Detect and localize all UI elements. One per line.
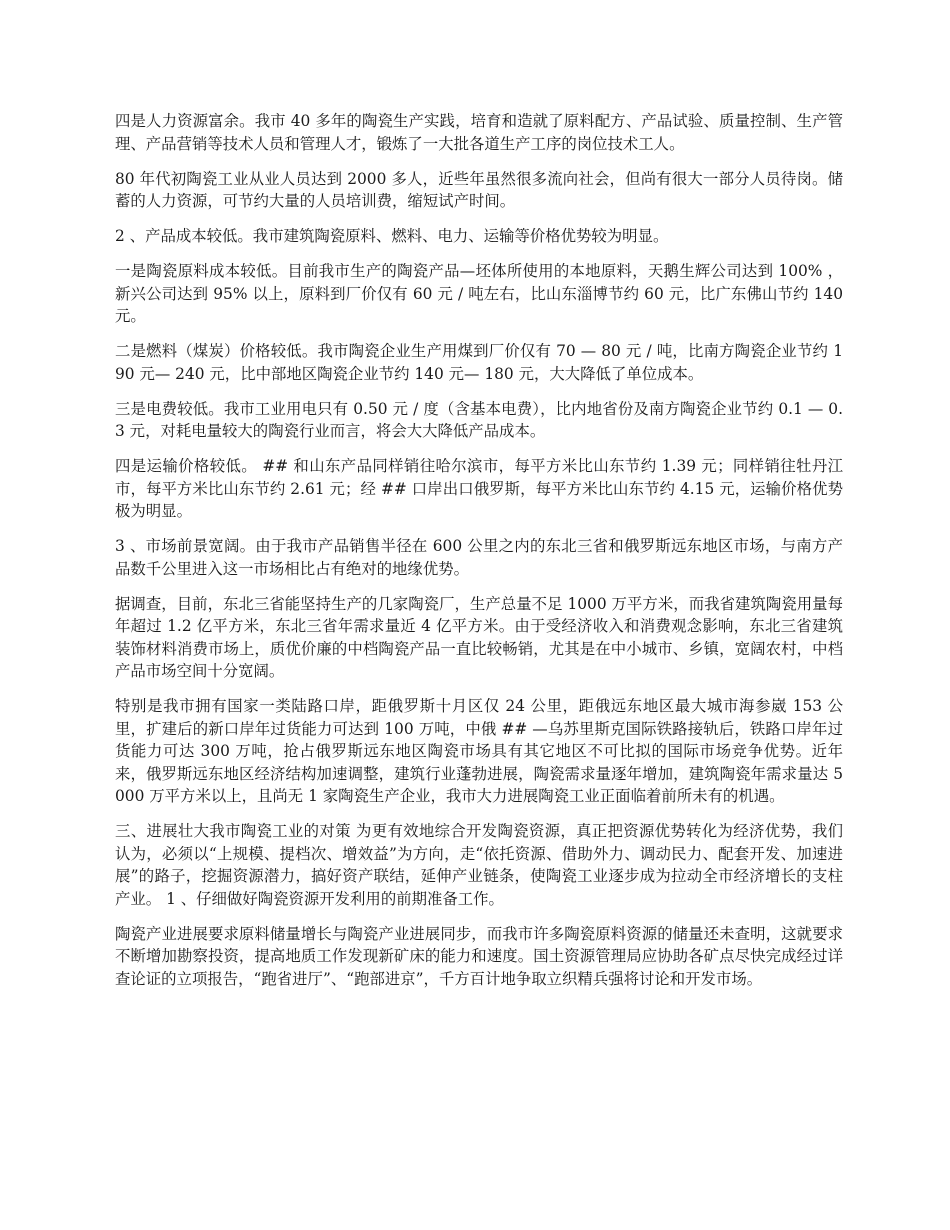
paragraph-market-survey: 据调查，目前，东北三省能坚持生产的几家陶瓷厂，生产总量不足 1000 万平方米，而我省建筑陶瓷用量每年超过 1.2 亿平方米，东北三省年需求量近 4 亿平方米。由于受经济收入和消费观念影响，东北三省建筑装饰材料消费市场上，质优价廉的中档陶瓷产品一直比较畅销，尤其是在中小城市、乡镇，宽阔农村，中档产品市场空间十分宽阔。: [115, 594, 843, 680]
paragraph-port-advantage: 特别是我市拥有国家一类陆路口岸，距俄罗斯十月区仅 24 公里，距俄远东地区最大城市海参崴 153 公里，扩建后的新口岸年过货能力可达到 100 万吨，中俄 ## —乌苏里斯克国际铁路接轨后，铁路口岸年过货能力可达 300 万吨，抢占俄罗斯远东地区陶瓷市场具有其它地区不可比拟的国际市场竞争优势。近年来，俄罗斯远东地区经济结构加速调整，建筑行业蓬勃进展，陶瓷需求量逐年增加，建筑陶瓷年需求量达 5000 万平方米以上，且尚无 1 家陶瓷生产企业，我市大力进展陶瓷工业正面临着前所未有的机遇。: [115, 697, 843, 805]
paragraph-fuel-cost: 二是燃料（煤炭）价格较低。我市陶瓷企业生产用煤到厂价仅有 70 — 80 元 / 吨，比南方陶瓷企业节约 190 元— 240 元，比中部地区陶瓷企业节约 140 元— 180 元，大大降低了单位成本。: [115, 342, 843, 383]
paragraph-countermeasures: 三、进展壮大我市陶瓷工业的对策 为更有效地综合开发陶瓷资源，真正把资源优势转化为经济优势，我们认为，必须以“上规模、提档次、增效益”为方向，走“依托资源、借助外力、调动民力、配套开发、加速进展”的路子，挖掘资源潜力，搞好资产联结，延伸产业链条，使陶瓷工业逐步成为拉动全市经济增长的支柱产业。 1 、仔细做好陶瓷资源开发利用的前期准备工作。: [115, 822, 843, 908]
paragraph-workforce-reserve: 80 年代初陶瓷工业从业人员达到 2000 多人，近些年虽然很多流向社会，但尚有很大一部分人员待岗。储蓄的人力资源，可节约大量的人员培训费，缩短试产时间。: [115, 169, 843, 210]
paragraph-transport-cost: 四是运输价格较低。 ## 和山东产品同样销往哈尔滨市，每平方米比山东节约 1.39 元；同样销往牡丹江市，每平方米比山东节约 2.61 元；经 ## 口岸出口俄罗斯，每平方米比山东节约 4.15 元，运输价格优势极为明显。: [115, 457, 843, 520]
paragraph-low-cost-heading: 2 、产品成本较低。我市建筑陶瓷原料、燃料、电力、运输等价格优势较为明显。: [115, 227, 669, 245]
paragraph-human-resources: 四是人力资源富余。我市 40 多年的陶瓷生产实践，培育和造就了原料配方、产品试验、质量控制、生产管理、产品营销等技术人员和管理人才，锻炼了一大批各道生产工序的岗位技术工人。: [115, 112, 843, 153]
paragraph-raw-material-cost: 一是陶瓷原料成本较低。目前我市生产的陶瓷产品—坯体所使用的本地原料，天鹅生辉公司达到 100% ，新兴公司达到 95% 以上，原料到厂价仅有 60 元 / 吨左右，比山东淄博节约 60 元，比广东佛山节约 140 元。: [115, 262, 843, 325]
paragraph-electricity-cost: 三是电费较低。我市工业用电只有 0.50 元 / 度（含基本电费），比内地省份及南方陶瓷企业节约 0.1 — 0.3 元，对耗电量较大的陶瓷行业而言，将会大大降低产品成本。: [115, 399, 843, 440]
paragraph-market-prospect: 3 、市场前景宽阔。由于我市产品销售半径在 600 公里之内的东北三省和俄罗斯远东地区市场，与南方产品数千公里进入这一市场相比占有绝对的地缘优势。: [115, 537, 843, 578]
paragraph-resource-exploration: 陶瓷产业进展要求原料储量增长与陶瓷产业进展同步，而我市许多陶瓷原料资源的储量还未查明，这就要求不断增加勘察投资，提高地质工作发现新矿床的能力和速度。国土资源管理局应协助各矿点尽快完成经过详查论证的立项报告，“跑省进厅”、“跑部进京”，千方百计地争取立织精兵强将讨论和开发市场。: [115, 924, 843, 988]
document-body: [115, 110, 843, 1003]
